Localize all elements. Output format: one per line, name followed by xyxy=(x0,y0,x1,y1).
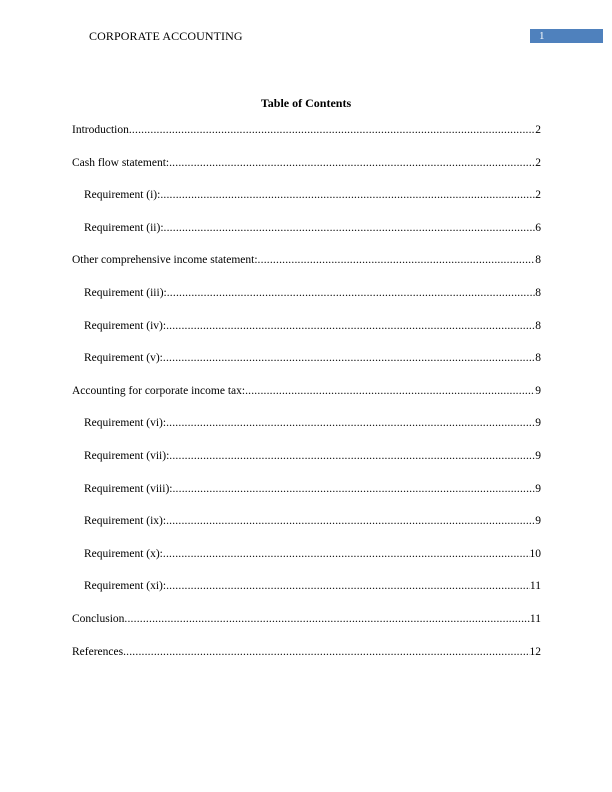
toc-dot-leader xyxy=(160,187,535,203)
toc-entry-label: Other comprehensive income statement: xyxy=(72,254,258,267)
toc-entry-page-number: 2 xyxy=(535,189,541,202)
toc-entry-label: Requirement (iv): xyxy=(84,319,167,332)
toc-entry-label: Conclusion xyxy=(72,612,125,625)
toc-entry-page-number: 9 xyxy=(535,515,541,528)
toc-dot-leader xyxy=(163,546,530,562)
toc-entry-label: Requirement (viii): xyxy=(84,482,173,495)
toc-entry-page-number: 9 xyxy=(535,482,541,495)
toc-entry-12[interactable] xyxy=(72,513,541,546)
toc-entry-15[interactable] xyxy=(72,611,541,644)
toc-dot-leader xyxy=(123,644,529,660)
toc-dot-leader xyxy=(163,350,535,366)
toc-dot-leader xyxy=(129,122,535,138)
toc-entry-label: Accounting for corporate income tax: xyxy=(72,384,246,397)
page-number-badge: 1 xyxy=(530,29,603,43)
table-of-contents xyxy=(72,122,541,676)
toc-dot-leader xyxy=(166,513,535,529)
toc-dot-leader xyxy=(169,155,535,171)
toc-entry-page-number: 10 xyxy=(529,547,541,560)
toc-entry-label: Requirement (x): xyxy=(84,547,163,560)
toc-entry-page-number: 9 xyxy=(535,449,541,462)
toc-dot-leader xyxy=(166,318,535,334)
toc-entry-page-number: 6 xyxy=(535,221,541,234)
toc-dot-leader xyxy=(169,448,535,464)
toc-dot-leader xyxy=(167,285,536,301)
toc-entry-page-number: 8 xyxy=(535,319,541,332)
toc-entry-5[interactable] xyxy=(72,285,541,318)
toc-dot-leader xyxy=(172,481,535,497)
toc-entry-page-number: 2 xyxy=(535,156,541,169)
toc-entry-11[interactable] xyxy=(72,481,541,514)
toc-entry-page-number: 11 xyxy=(529,580,541,593)
toc-heading: Table of Contents xyxy=(260,96,352,110)
toc-dot-leader xyxy=(166,415,535,431)
toc-entry-4[interactable] xyxy=(72,252,541,285)
toc-entry-page-number: 8 xyxy=(535,352,541,365)
toc-entry-label: Requirement (i): xyxy=(84,189,161,202)
toc-dot-leader xyxy=(164,220,536,236)
toc-entry-label: Requirement (vi): xyxy=(84,417,167,430)
toc-entry-page-number: 11 xyxy=(529,612,541,625)
toc-entry-10[interactable] xyxy=(72,448,541,481)
toc-entry-label: Requirement (ii): xyxy=(84,221,164,234)
toc-entry-label: Requirement (v): xyxy=(84,352,163,365)
toc-entry-13[interactable] xyxy=(72,546,541,579)
toc-entry-0[interactable] xyxy=(72,122,541,155)
toc-entry-page-number: 12 xyxy=(529,645,541,658)
running-header-title: CORPORATE ACCOUNTING xyxy=(89,29,243,43)
toc-entry-label: Requirement (xi): xyxy=(84,580,167,593)
toc-entry-page-number: 8 xyxy=(535,286,541,299)
toc-entry-14[interactable] xyxy=(72,578,541,611)
toc-dot-leader xyxy=(245,383,535,399)
toc-dot-leader xyxy=(166,578,530,594)
toc-entry-label: Requirement (ix): xyxy=(84,515,167,528)
toc-entry-label: Introduction xyxy=(72,124,129,136)
toc-entry-3[interactable] xyxy=(72,220,541,253)
toc-entry-1[interactable] xyxy=(72,155,541,188)
toc-entry-page-number: 9 xyxy=(535,417,541,430)
toc-entry-page-number: 8 xyxy=(535,254,541,267)
toc-entry-page-number: 2 xyxy=(535,124,541,136)
toc-entry-16[interactable] xyxy=(72,644,541,677)
toc-entry-page-number: 9 xyxy=(535,384,541,397)
toc-entry-6[interactable] xyxy=(72,318,541,351)
toc-entry-label: Requirement (iii): xyxy=(84,286,167,299)
toc-entry-9[interactable] xyxy=(72,415,541,448)
toc-dot-leader xyxy=(124,611,530,627)
toc-entry-2[interactable] xyxy=(72,187,541,220)
toc-dot-leader xyxy=(258,252,536,268)
toc-entry-label: Cash flow statement: xyxy=(72,156,170,169)
toc-entry-8[interactable] xyxy=(72,383,541,416)
toc-entry-7[interactable] xyxy=(72,350,541,383)
toc-entry-label: Requirement (vii): xyxy=(84,449,170,462)
toc-entry-label: References xyxy=(72,645,124,658)
